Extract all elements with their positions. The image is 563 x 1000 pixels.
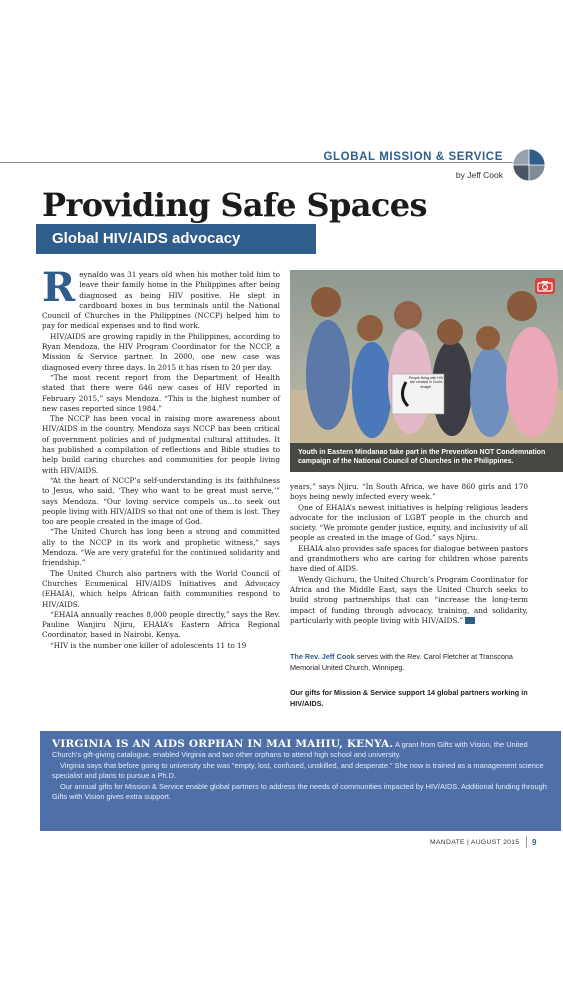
left-column bbox=[42, 264, 280, 651]
right-column bbox=[290, 482, 528, 626]
paragraph: The United Church also partners with the World Council of Churches Ecumenical HIV/AIDS Initiatives and Advocacy (EHAIA), which helps African faith communities respond to HIV/AIDS. bbox=[42, 568, 280, 609]
paragraph: The NCCP has been vocal in raising more awareness about HIV/AIDS in the country. Mendoza says NCCP has been critical of government policies and of judgmental cultural attitudes. It has published a compilation of reflections and Bible studies to help build caring churches and communities for people living with HIV/AIDS. bbox=[42, 414, 280, 475]
globe-badge-icon bbox=[512, 148, 546, 182]
photo-illustration bbox=[290, 270, 563, 472]
callout-paragraph bbox=[52, 739, 549, 761]
camera-icon bbox=[535, 278, 555, 294]
paragraph: Reynaldo was 31 years old when his mother told him to leave their family home in the Philippines after being diagnosed as being HIV positive. He slept in cardboard boxes in bus terminals until the National Council of Churches in the Philippines (NCCP) helped him to pay for medical expenses and to find work. bbox=[42, 264, 280, 331]
footer-publication: MANDATE | AUGUST 2015 bbox=[430, 839, 520, 846]
paragraph: “HIV is the number one killer of adolescents 11 to 19 bbox=[50, 640, 247, 650]
section-title: GLOBAL MISSION & SERVICE bbox=[323, 151, 503, 163]
byline: by Jeff Cook bbox=[455, 170, 503, 180]
paragraph: “The United Church has long been a strong and committed ally to the NCCP in its work and prophetic witness,” says Mendoza. “We are very grateful for the continued solidarity and friendship.” bbox=[42, 527, 280, 568]
end-mark-icon bbox=[465, 617, 475, 624]
callout-paragraph: Virginia says that before going to university she was “empty, lost, confused, unskilled, and desperate.” She now is trained as a management science specialist and plans to pursue a Ph.D. bbox=[52, 760, 544, 781]
callout-box bbox=[40, 731, 561, 831]
article-title: Providing Safe Spaces bbox=[42, 186, 427, 224]
bio-text: serves with the Rev. Carol Fletcher at Transcona Memorial United Church, Winnipeg. bbox=[290, 652, 513, 672]
photo-sign-text: People living with HIV are created in God’s image! bbox=[408, 376, 444, 389]
photo-caption: Youth in Eastern Mindanao take part in the Prevention NOT Condemnation campaign of the National Council of Churches in the Philippines. bbox=[290, 443, 563, 472]
article-photo bbox=[290, 270, 563, 472]
drop-cap: R bbox=[42, 264, 76, 311]
footer-divider bbox=[526, 836, 527, 848]
subtitle-bar bbox=[36, 224, 316, 254]
paragraph: EHAIA also provides safe spaces for dialogue between pastors and grandmothers who are caring for children whose parents have died of AIDS. bbox=[290, 543, 528, 574]
paragraph: years,” says Njiru. “In South Africa, we have 860 girls and 170 boys being newly infected every week.” bbox=[290, 482, 528, 502]
bio-name: The Rev. Jeff Cook bbox=[290, 652, 355, 661]
paragraph: “EHAIA annually reaches 8,000 people directly,” says the Rev. Pauline Wanjiru Njiru, EHAIA’s Eastern Africa Regional Coordinator, based in Nairobi, Kenya. bbox=[42, 609, 280, 640]
paragraph: “The most recent report from the Department of Health stated that there were 646 new cases of HIV reported in February 2015,” says Mendoza. “This is the highest number of new cases reported since 1984.” bbox=[42, 372, 280, 413]
callout-lead: VIRGINIA IS AN AIDS ORPHAN IN MAI MAHIU, KENYA. bbox=[52, 738, 394, 750]
callout-lead-rest: A grant from Gifts with Vision, the United Church’s gift-giving catalogue, enabled Virginia and two other orphans to attend high school and university. bbox=[52, 740, 528, 760]
gifts-note: Our gifts for Mission & Service support 14 global partners working in HIV/AIDS. bbox=[290, 688, 528, 708]
author-bio bbox=[290, 652, 528, 673]
paragraph: “At the heart of NCCP’s self-understanding is its faithfulness to Jesus, who said, ‘They who want to be great must serve,’” says Mendoza. “Our loving service compels us…to seek out people living with HIV/AIDS so that not one of them is lost. They too are people created in the image of God. bbox=[42, 475, 280, 527]
article-subtitle: Global HIV/AIDS advocacy bbox=[52, 230, 241, 247]
callout-paragraph: Our annual gifts for Mission & Service enable global partners to address the needs of communities impacted by HIV/AIDS. Additional funding through Gifts with Vision gives extra support. bbox=[52, 781, 547, 802]
page-number: 9 bbox=[532, 838, 537, 847]
paragraph: Wendy Gichuru, the United Church’s Program Coordinator for Africa and the Middle East, says the United Church seeks to build strong partnerships that can “increase the long-term impact of funding through advocacy, training, and solidarity, particularly with people living with HIV/AIDS.” bbox=[290, 574, 528, 625]
paragraph: One of EHAIA’s newest initiatives is helping religious leaders advocate for the inclusion of LGBT people in the church and society. “We promote gender justice, equity, and inclusivity of all people as created in the image of God,” says Njiru. bbox=[290, 502, 528, 543]
paragraph: HIV/AIDS are growing rapidly in the Philippines, according to Ryan Mendoza, the HIV Program Coordinator for the NCCP, a Mission & Service partner. In 2000, one new case was diagnosed every three days. In 2015 it has risen to 20 per day. bbox=[42, 331, 280, 372]
